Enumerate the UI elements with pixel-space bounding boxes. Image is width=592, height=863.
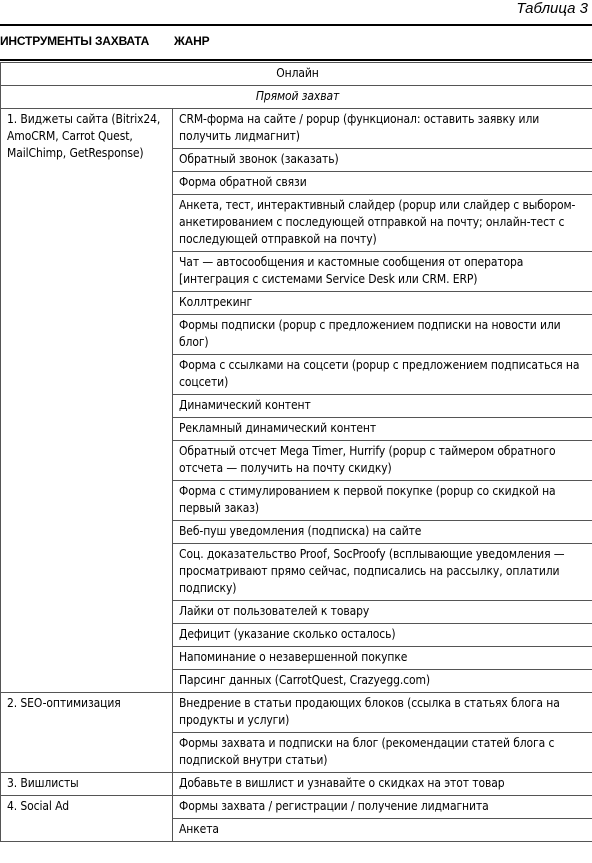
genre-cell: Лайки от пользователей к товару (173, 601, 592, 624)
genre-cell: Форма с стимулированием к первой покупке (popup со скидкой на первый заказ) (173, 481, 592, 521)
tool-cell: 3. Вишлисты (1, 773, 173, 796)
genre-cell: Веб-пуш уведомления (подписка) на сайте (173, 521, 592, 544)
genre-cell: Рекламный динамический контент (173, 418, 592, 441)
table-header (0, 34, 592, 52)
tool-cell: 1. Виджеты сайта (Bitrix24, AmoCRM, Carrot Quest, MailChimp, GetResponse) (1, 109, 173, 693)
genre-cell: Формы захвата и подписки на блог (рекомендации статей блога с подпиской внутри статьи) (173, 733, 592, 773)
table-caption: Таблица 3 (516, 0, 588, 17)
genre-cell: Анкета, тест, интерактивный слайдер (popup или слайдер с выбором-анкетированием с последующей отправкой на почту; онлайн-тест с последующей отправкой на почту) (173, 195, 592, 252)
section-row-online (1, 63, 592, 86)
genre-cell: Анкета (173, 819, 592, 842)
genre-cell: Чат — автосообщения и кастомные сообщения от оператора [интеграция с системами Service Desk или CRM. ERP) (173, 252, 592, 292)
genre-cell: Обратный звонок (заказать) (173, 149, 592, 172)
genre-cell: Добавьте в вишлист и узнавайте о скидках на этот товар (173, 773, 592, 796)
genre-cell: Форма с ссылками на соцсети (popup с предложением подписаться на соцсети) (173, 355, 592, 395)
capture-tools-table (0, 62, 592, 842)
genre-cell: Напоминание о незавершенной покупке (173, 647, 592, 670)
section-direct-capture: Прямой захват (1, 86, 592, 109)
genre-cell: Соц. доказательство Proof, SocProofy (всплывающие уведомления — просматривают прямо сейчас, подписались на рассылку, оплатили подписку) (173, 544, 592, 601)
section-row-direct (1, 86, 592, 109)
genre-cell: Формы захвата / регистрации / получение лидмагнита (173, 796, 592, 819)
header-rule (0, 59, 592, 61)
genre-cell: Обратный отсчет Mega Timer, Hurrify (popup с таймером обратного отсчета — получить на почту скидку) (173, 441, 592, 481)
genre-cell: CRM-форма на сайте / popup (функционал: оставить заявку или получить лидмагнит) (173, 109, 592, 149)
tool-cell: 4. Social Ad (1, 796, 173, 842)
genre-cell: Внедрение в статьи продающих блоков (ссылка в статьях блога на продукты и услуги) (173, 693, 592, 733)
header-genre: ЖАНР (174, 34, 210, 48)
genre-cell: Парсинг данных (CarrotQuest, Crazyegg.com) (173, 670, 592, 693)
table-row (1, 109, 592, 149)
tool-cell: 2. SEO-оптимизация (1, 693, 173, 773)
table-body (1, 63, 592, 842)
table-row (1, 796, 592, 819)
section-online: Онлайн (1, 63, 592, 86)
table-row (1, 693, 592, 733)
top-rule (0, 24, 592, 26)
genre-cell: Коллтрекинг (173, 292, 592, 315)
genre-cell: Дефицит (указание сколько осталось) (173, 624, 592, 647)
genre-cell: Формы подписки (popup с предложением подписки на новости или блог) (173, 315, 592, 355)
genre-cell: Динамический контент (173, 395, 592, 418)
header-tools: ИНСТРУМЕНТЫ ЗАХВАТА (0, 34, 150, 48)
table-row (1, 773, 592, 796)
genre-cell: Форма обратной связи (173, 172, 592, 195)
